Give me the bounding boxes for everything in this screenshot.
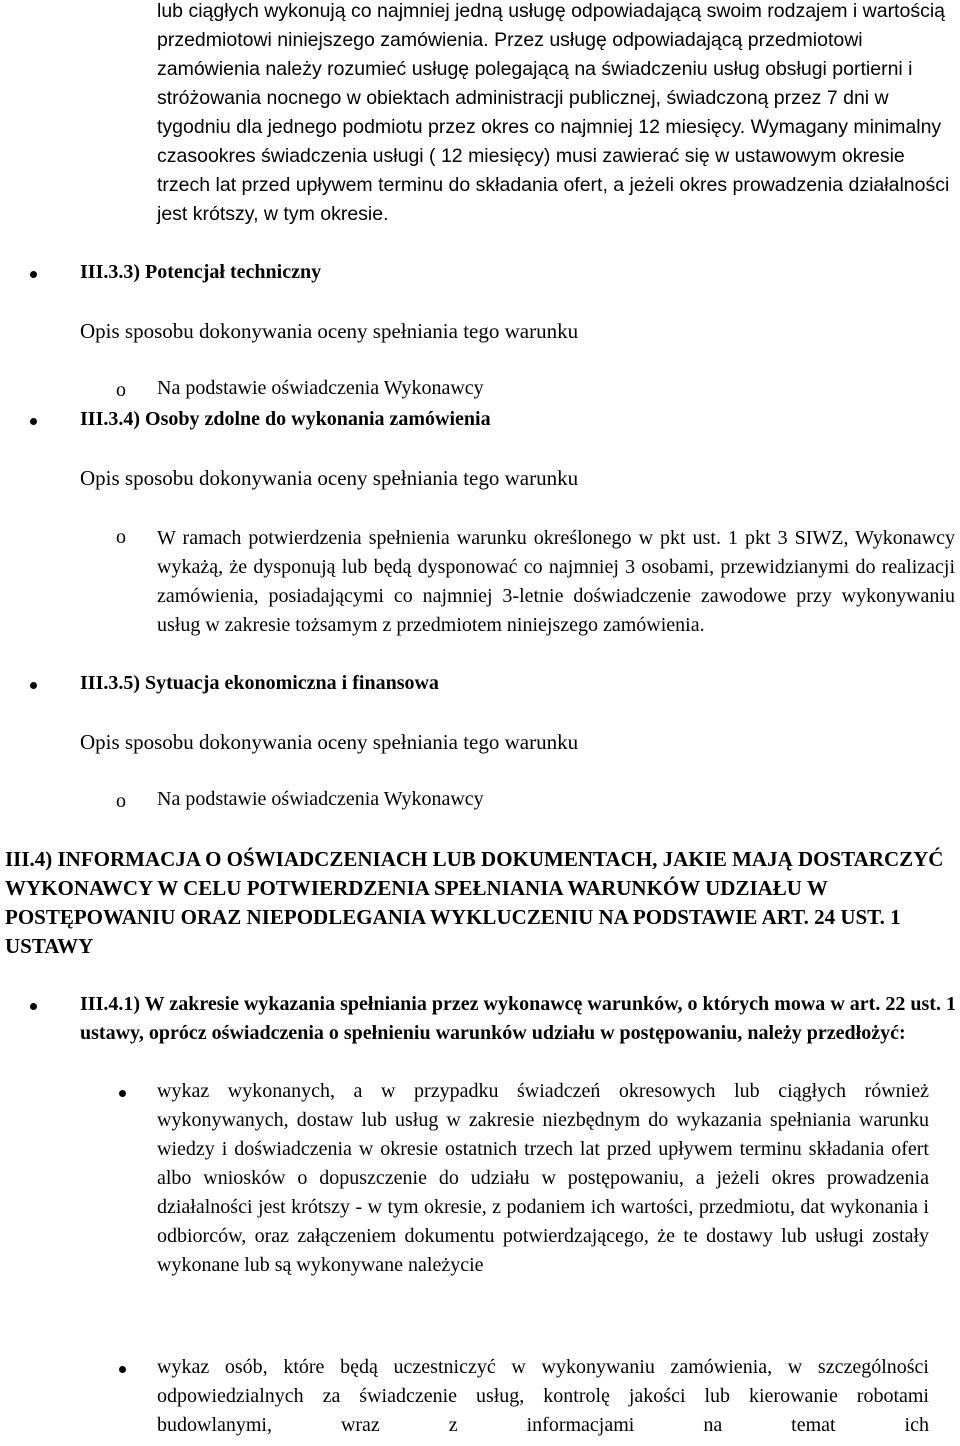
criteria-item-334: W ramach potwierdzenia spełnienia warunku określonego w pkt ust. 1 pkt 3 SIWZ, Wykonawcy wykażą, że dysponują lub będą dysponować co najmniej 3 osobami, przewidzianymi do realizacji zamówienia, posiadającymi co najmniej 3-letnie doświadczenie zawodowe przy wykonywaniu usług w zakresie tożsamym z przedmiotem niniejszego zamówienia. [157,527,955,636]
bullet-icon [119,1366,126,1373]
criteria-label-335: Opis sposobu dokonywania oceny spełniania tego warunku [80,730,579,754]
continuation-paragraph: lub ciągłych wykonują co najmniej jedną usługę odpowiadającą swoim rodzajem i wartością przedmiotowi niniejszego zamówienia. Przez usługę odpowiadającą przedmiotowi zamówienia należy rozumieć usługę polegającą na świadczeniu usług obsługi portierni i stróżowania nocnego w obiektach administracji publicznej, świadczoną przez 7 dni w tygodniu dla jednego podmiotu przez okres co najmniej 12 miesięcy. Wymagany minimalny czasookres świadczenia usługi ( 12 miesięcy) musi zawierać się w ustawowym okresie trzech lat przed upływem terminu do składania ofert, a jeżeli okres prowadzenia działalności jest krótszy, w tym okresie. [157,0,950,225]
criteria-item-333: Na podstawie oświadczenia Wykonawcy [157,377,484,399]
section-heading-333: III.3.3) Potencjał techniczny [80,261,322,283]
circle-bullet-icon: o [116,790,126,812]
section-heading-341: III.4.1) W zakresie wykazania spełniania przez wykonawcę warunków, o których mowa w art. 22 ust. 1 ustawy, oprócz oświadczenia o spełnieniu warunków udziału w postępowaniu, należy przedłożyć: [80,993,956,1044]
document-requirement-item: wykaz wykonanych, a w przypadku świadczeń okresowych lub ciągłych również wykonywanych, dostaw lub usług w zakresie niezbędnym do wykazania spełniania warunku wiedzy i doświadczenia w okresie ostatnich trzech lat przed upływem terminu składania ofert albo wniosków o dopuszczenie do udziału w postępowaniu, a jeżeli okres prowadzenia działalności jest krótszy - w tym okresie, z podaniem ich wartości, przedmiotu, dat wykonania i odbiorców, oraz załączeniem dokumentu potwierdzającego, że te dostawy lub usługi zostały wykonane lub są wykonywane należycie [157,1080,929,1276]
bullet-icon [30,271,37,278]
bullet-icon [119,1090,126,1097]
bullet-icon [30,1003,37,1010]
bullet-icon [30,418,37,425]
main-heading-iii4: III.4) INFORMACJA O OŚWIADCZENIACH LUB DOKUMENTACH, JAKIE MAJĄ DOSTARCZYĆ WYKONAWCY W CELU POTWIERDZENIA SPEŁNIANIA WARUNKÓW UDZIAŁU W POSTĘPOWANIU ORAZ NIEPODLEGANIA WYKLUCZENIU NA PODSTAWIE ART. 24 UST. 1 USTAWY [5,847,944,958]
section-heading-334: III.3.4) Osoby zdolne do wykonania zamówienia [80,408,491,430]
section-heading-335: III.3.5) Sytuacja ekonomiczna i finansowa [80,672,439,694]
criteria-label-334: Opis sposobu dokonywania oceny spełniania tego warunku [80,466,579,490]
bullet-icon [30,682,37,689]
document-requirement-item: wykaz osób, które będą uczestniczyć w wykonywaniu zamówienia, w szczególności odpowiedzialnych za świadczenie usług, kontrolę jakości lub kierowanie robotami budowlanymi, wraz z informacjami na temat ich [157,1356,929,1436]
circle-bullet-icon: o [116,526,126,548]
criteria-label-333: Opis sposobu dokonywania oceny spełniania tego warunku [80,319,579,343]
circle-bullet-icon: o [116,379,126,401]
criteria-item-335: Na podstawie oświadczenia Wykonawcy [157,788,484,810]
